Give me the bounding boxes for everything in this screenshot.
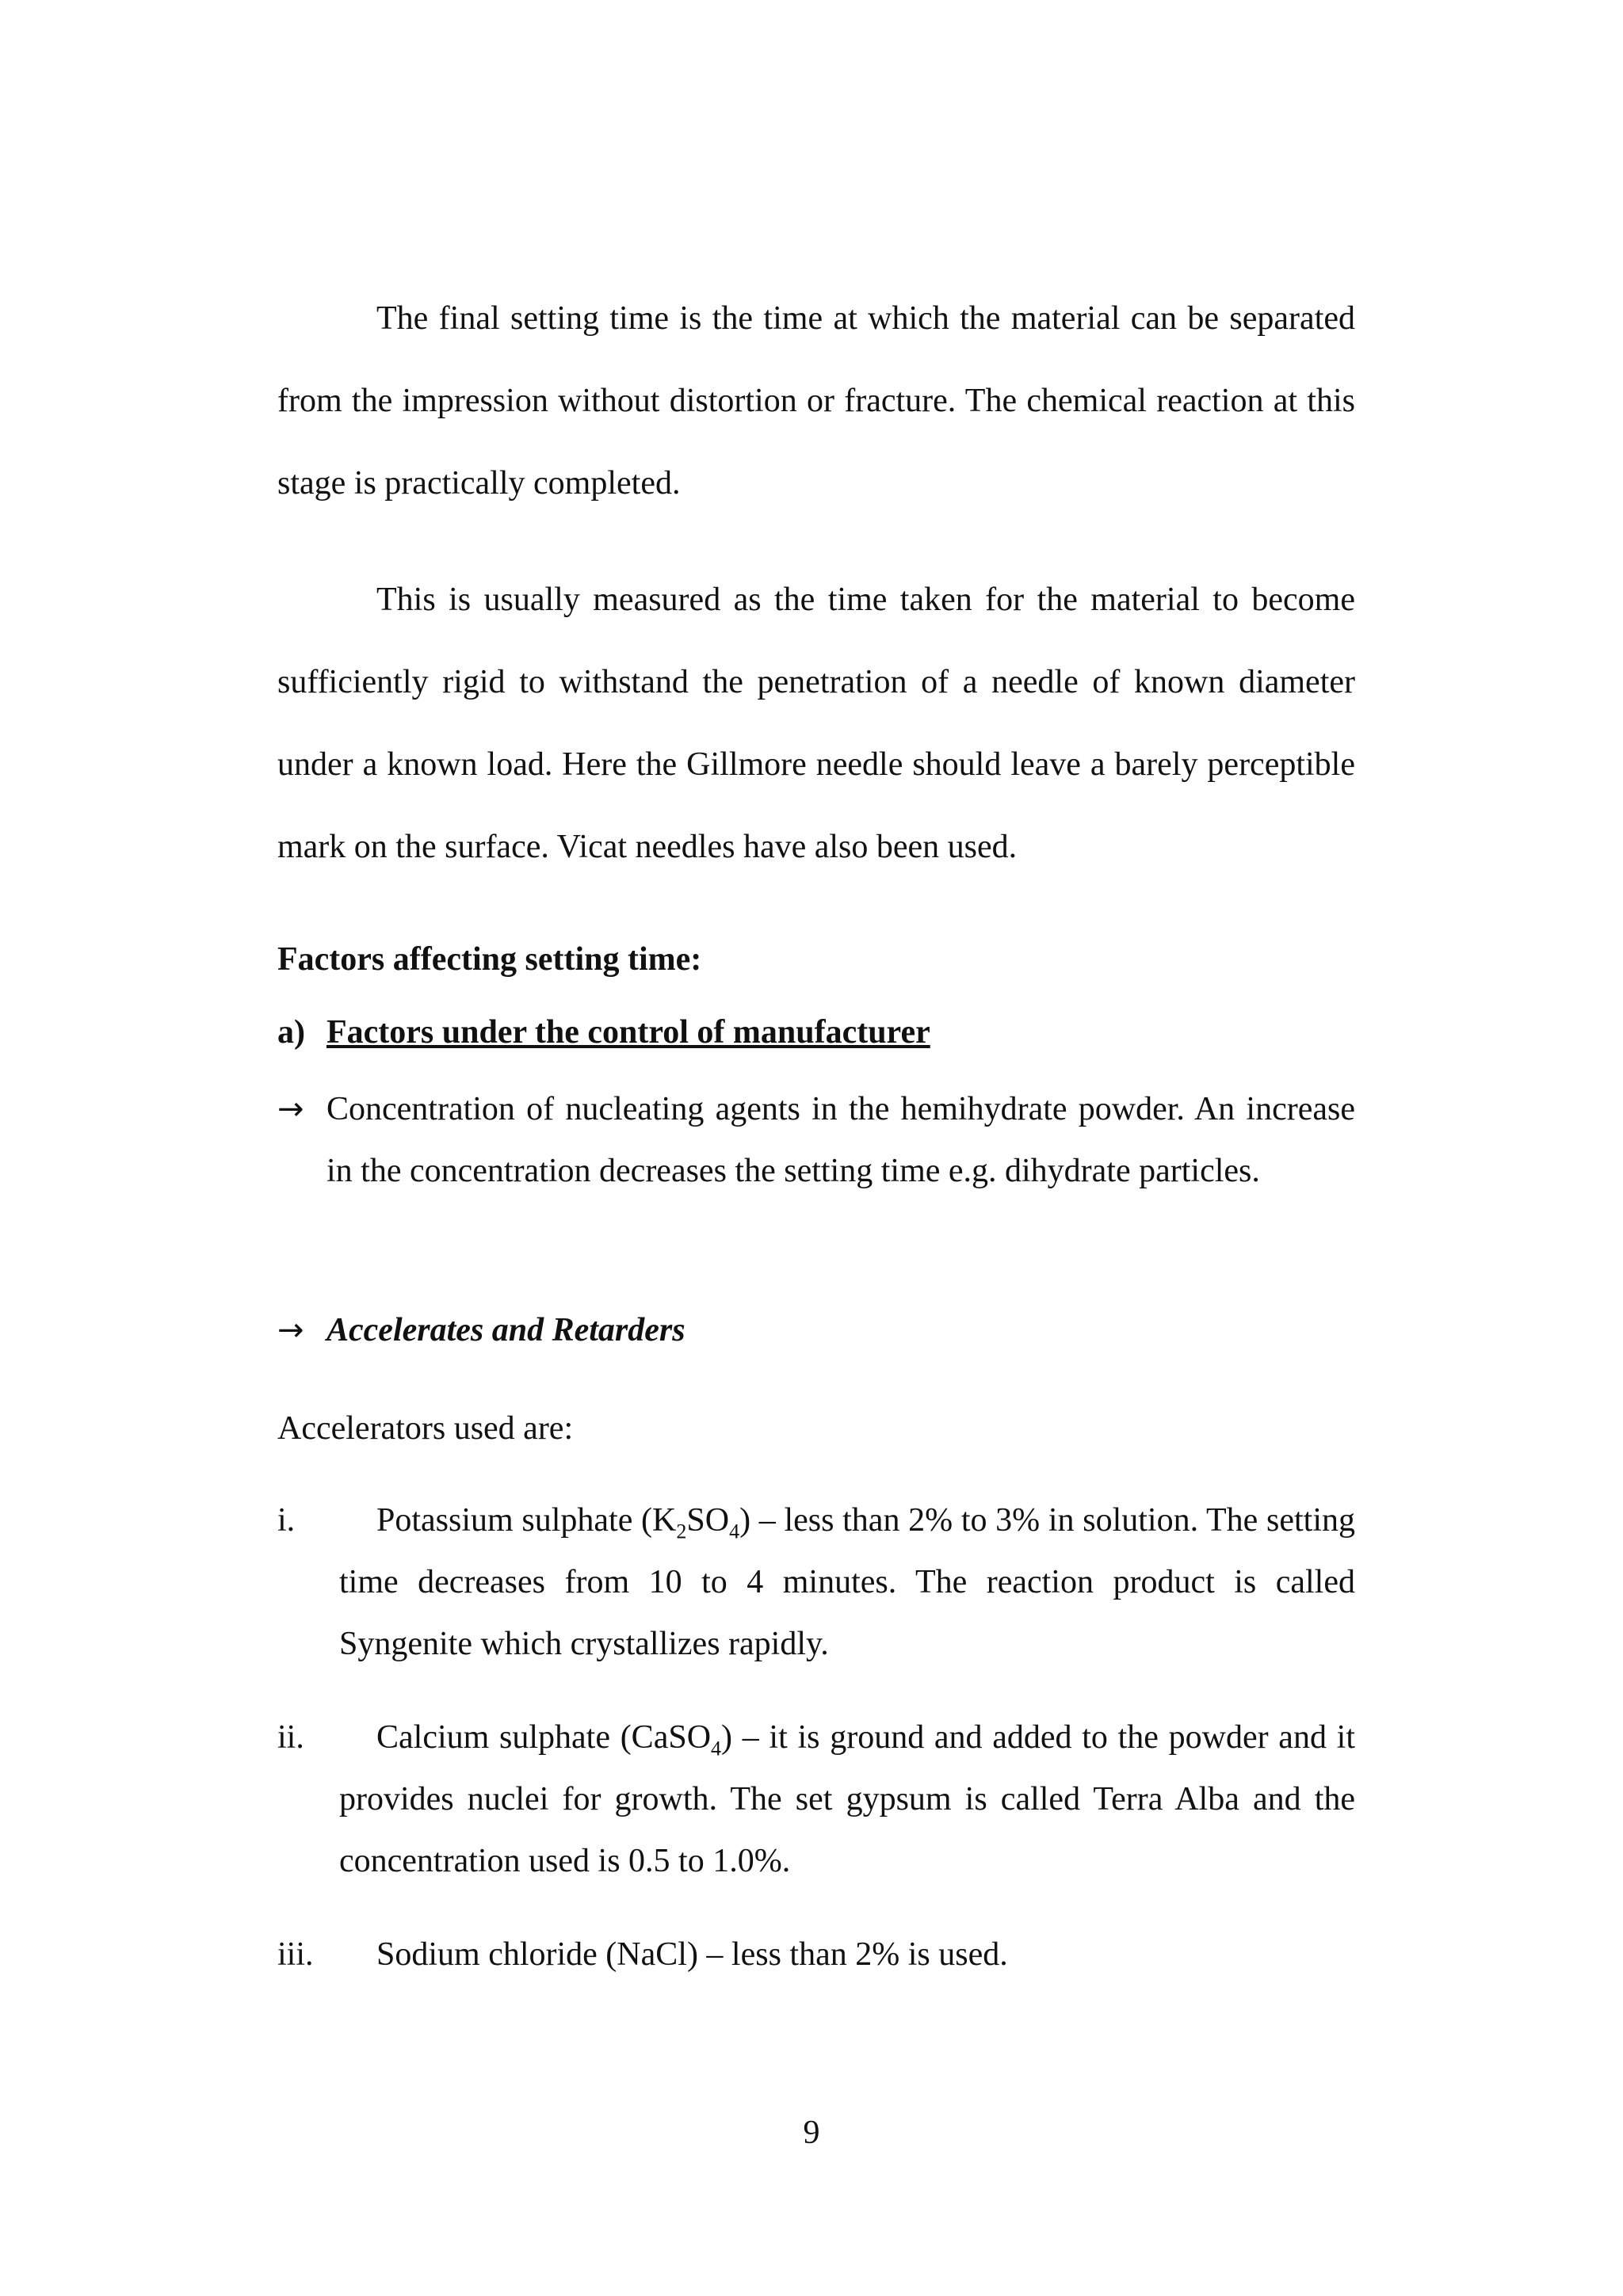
arrow-item-nucleating-agents: → Concentration of nucleating agents in the hemihydrate powder. An increase in the concentration decreases the setting time e.g. dihydrate particles. [277,1078,1355,1202]
accelerator-item-sodium-chloride: iii. Sodium chloride (NaCl) – less than 2% is used. [277,1924,1355,1985]
list-numeral: i. [277,1502,296,1539]
section-heading: Factors affecting setting time: [277,941,702,978]
page-number: 9 [803,2115,820,2151]
paragraph-final-setting-time: The final setting time is the time at which the material can be separated from the impression without distortion or fracture. The chemical reaction at this stage is practically completed. [277,300,1355,502]
accelerator-item-potassium-sulphate: i. Potassium sulphate $(K_2SO_4)$ – less than 2% to 3% in solution. The setting time decreases from 10 to 4 minutes. The reaction product is called Syngenite which crystallizes rapidly. [277,1489,1355,1675]
accelerator-item-calcium-sulphate: ii. Calcium sulphate (CaSO$_4$) – it is ground and added to the powder and it provides nuclei for growth. The set gypsum is called Terra Alba and the concentration used is 0.5 to 1.0%. [277,1707,1355,1892]
list-numeral: ii. [277,1719,304,1756]
subsection-title: Factors under the control of manufacturer [327,1014,930,1051]
paragraph-measurement: This is usually measured as the time taken for the material to become sufficiently rigid to withstand the penetration of a needle of known diameter under a known load. Here the Gillmore needle should leave a barely perceptible mark on the surface. Vicat needles have also been used. [277,582,1355,865]
right-arrow-icon: → [277,1091,304,1127]
arrow-item-accelerators-retarders: → Accelerates and Retarders [277,1299,1355,1361]
accelerators-intro: Accelerators used are: [277,1410,574,1447]
subsection-heading [277,1013,930,1052]
right-arrow-icon: → [277,1312,304,1348]
subsection-marker: a) [277,1014,305,1051]
list-numeral: iii. [277,1936,314,1973]
